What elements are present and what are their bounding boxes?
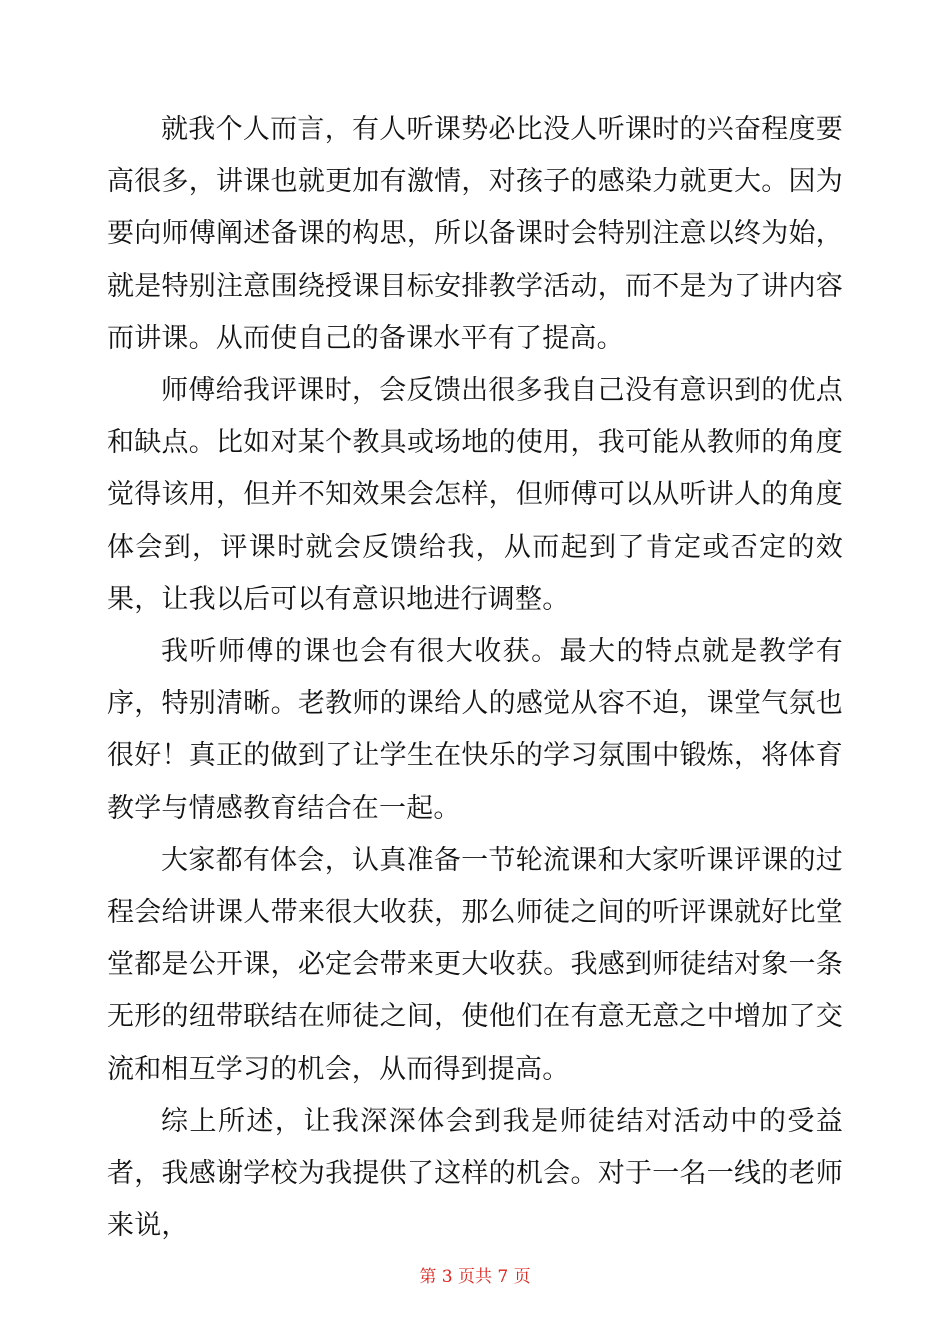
document-body: [107, 104, 843, 1252]
paragraph-5: 综上所述，让我深深体会到我是师徒结对活动中的受益者，我感谢学校为我提供了这样的机会。对于一名一线的老师来说，: [107, 1105, 843, 1242]
paragraph-2: 师傅给我评课时，会反馈出很多我自己没有意识到的优点和缺点。比如对某个教具或场地的使用，我可能从教师的角度觉得该用，但并不知效果会怎样，但师傅可以从听讲人的角度体会到，评课时就会反馈给我，从而起到了肯定或否定的效果，让我以后可以有意识地进行调整。: [107, 375, 843, 615]
paragraph-3: 我听师傅的课也会有很大收获。最大的特点就是教学有序，特别清晰。老教师的课给人的感觉从容不迫，课堂气氛也很好！真正的做到了让学生在快乐的学习氛围中锻炼，将体育教学与情感教育结合在一起。: [107, 636, 843, 824]
paragraph-1: 就我个人而言，有人听课势必比没人听课时的兴奋程度要高很多，讲课也就更加有激情，对孩子的感染力就更大。因为要向师傅阐述备课的构思，所以备课时会特别注意以终为始，就是特别注意围绕授课目标安排教学活动，而不是为了讲内容而讲课。从而使自己的备课水平有了提高。: [107, 114, 843, 354]
page-number-footer: 第 3 页共 7 页: [419, 1267, 531, 1287]
paragraph-4: 大家都有体会，认真准备一节轮流课和大家听课评课的过程会给讲课人带来很大收获，那么师徒之间的听评课就好比堂堂都是公开课，必定会带来更大收获。我感到师徒结对象一条无形的纽带联结在师徒之间，使他们在有意无意之中增加了交流和相互学习的机会，从而得到提高。: [107, 844, 843, 1085]
